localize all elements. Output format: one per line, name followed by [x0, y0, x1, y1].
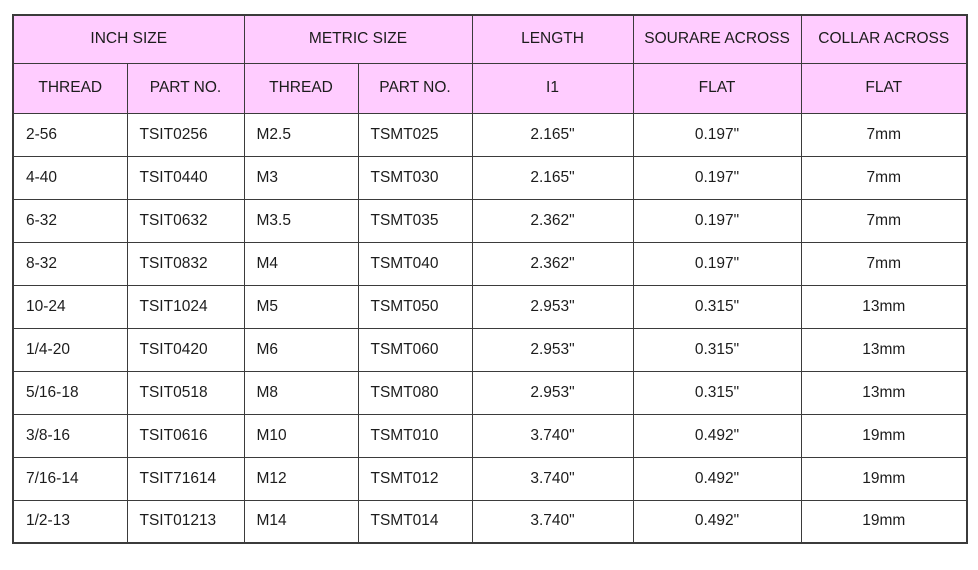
subheader-inch-thread: THREAD: [13, 63, 127, 113]
subheader-metric-part-no: PART NO.: [358, 63, 472, 113]
inch-thread-cell: 2-56: [13, 113, 127, 156]
inch-thread-cell: 5/16-18: [13, 371, 127, 414]
square-flat-cell: 0.315": [633, 328, 801, 371]
square-flat-cell: 0.197": [633, 156, 801, 199]
length-cell: 3.740": [472, 457, 633, 500]
collar-flat-cell: 19mm: [801, 500, 967, 543]
square-flat-cell: 0.197": [633, 113, 801, 156]
header-metric-size: METRIC SIZE: [244, 15, 472, 63]
square-flat-cell: 0.197": [633, 242, 801, 285]
inch-thread-cell: 1/4-20: [13, 328, 127, 371]
inch-part-no-cell: TSIT0616: [127, 414, 244, 457]
length-cell: 3.740": [472, 414, 633, 457]
square-flat-cell: 0.492": [633, 414, 801, 457]
inch-part-no-cell: TSIT0440: [127, 156, 244, 199]
length-cell: 2.362": [472, 199, 633, 242]
metric-thread-cell: M8: [244, 371, 358, 414]
collar-flat-cell: 19mm: [801, 457, 967, 500]
table-header: [13, 15, 967, 113]
table-row: [13, 242, 967, 285]
header-group-row: [13, 15, 967, 63]
table-row: [13, 156, 967, 199]
square-flat-cell: 0.197": [633, 199, 801, 242]
collar-flat-cell: 7mm: [801, 113, 967, 156]
metric-thread-cell: M10: [244, 414, 358, 457]
length-cell: 2.953": [472, 285, 633, 328]
length-cell: 2.165": [472, 156, 633, 199]
inch-part-no-cell: TSIT0832: [127, 242, 244, 285]
subheader-length-i1: I1: [472, 63, 633, 113]
table-body: [13, 113, 967, 543]
metric-thread-cell: M6: [244, 328, 358, 371]
metric-thread-cell: M14: [244, 500, 358, 543]
subheader-metric-thread: THREAD: [244, 63, 358, 113]
metric-part-no-cell: TSMT012: [358, 457, 472, 500]
inch-thread-cell: 4-40: [13, 156, 127, 199]
header-sub-row: [13, 63, 967, 113]
metric-thread-cell: M2.5: [244, 113, 358, 156]
subheader-square-flat: FLAT: [633, 63, 801, 113]
subheader-inch-part-no: PART NO.: [127, 63, 244, 113]
collar-flat-cell: 13mm: [801, 371, 967, 414]
length-cell: 2.165": [472, 113, 633, 156]
table-row: [13, 113, 967, 156]
table-row: [13, 199, 967, 242]
metric-part-no-cell: TSMT030: [358, 156, 472, 199]
square-flat-cell: 0.492": [633, 457, 801, 500]
metric-part-no-cell: TSMT080: [358, 371, 472, 414]
table-row: [13, 414, 967, 457]
table-row: [13, 328, 967, 371]
header-inch-size: INCH SIZE: [13, 15, 244, 63]
inch-part-no-cell: TSIT0256: [127, 113, 244, 156]
header-sourare-across: SOURARE ACROSS: [633, 15, 801, 63]
collar-flat-cell: 13mm: [801, 285, 967, 328]
table-row: [13, 457, 967, 500]
table-row: [13, 285, 967, 328]
inch-part-no-cell: TSIT0518: [127, 371, 244, 414]
inch-part-no-cell: TSIT1024: [127, 285, 244, 328]
inch-thread-cell: 6-32: [13, 199, 127, 242]
inch-thread-cell: 7/16-14: [13, 457, 127, 500]
square-flat-cell: 0.315": [633, 371, 801, 414]
length-cell: 2.953": [472, 371, 633, 414]
inch-thread-cell: 10-24: [13, 285, 127, 328]
metric-thread-cell: M3.5: [244, 199, 358, 242]
inch-part-no-cell: TSIT01213: [127, 500, 244, 543]
metric-part-no-cell: TSMT050: [358, 285, 472, 328]
inch-thread-cell: 1/2-13: [13, 500, 127, 543]
length-cell: 2.362": [472, 242, 633, 285]
length-cell: 2.953": [472, 328, 633, 371]
square-flat-cell: 0.315": [633, 285, 801, 328]
inch-part-no-cell: TSIT0632: [127, 199, 244, 242]
subheader-collar-flat: FLAT: [801, 63, 967, 113]
square-flat-cell: 0.492": [633, 500, 801, 543]
table-row: [13, 500, 967, 543]
metric-part-no-cell: TSMT025: [358, 113, 472, 156]
metric-thread-cell: M4: [244, 242, 358, 285]
metric-part-no-cell: TSMT040: [358, 242, 472, 285]
metric-thread-cell: M5: [244, 285, 358, 328]
metric-part-no-cell: TSMT060: [358, 328, 472, 371]
metric-part-no-cell: TSMT035: [358, 199, 472, 242]
metric-part-no-cell: TSMT010: [358, 414, 472, 457]
collar-flat-cell: 7mm: [801, 242, 967, 285]
inch-thread-cell: 8-32: [13, 242, 127, 285]
collar-flat-cell: 7mm: [801, 199, 967, 242]
header-collar-across: COLLAR ACROSS: [801, 15, 967, 63]
collar-flat-cell: 19mm: [801, 414, 967, 457]
inch-thread-cell: 3/8-16: [13, 414, 127, 457]
collar-flat-cell: 7mm: [801, 156, 967, 199]
metric-thread-cell: M12: [244, 457, 358, 500]
header-length: LENGTH: [472, 15, 633, 63]
collar-flat-cell: 13mm: [801, 328, 967, 371]
inch-part-no-cell: TSIT0420: [127, 328, 244, 371]
table-row: [13, 371, 967, 414]
metric-part-no-cell: TSMT014: [358, 500, 472, 543]
thread-spec-table: [12, 14, 968, 544]
metric-thread-cell: M3: [244, 156, 358, 199]
inch-part-no-cell: TSIT71614: [127, 457, 244, 500]
length-cell: 3.740": [472, 500, 633, 543]
